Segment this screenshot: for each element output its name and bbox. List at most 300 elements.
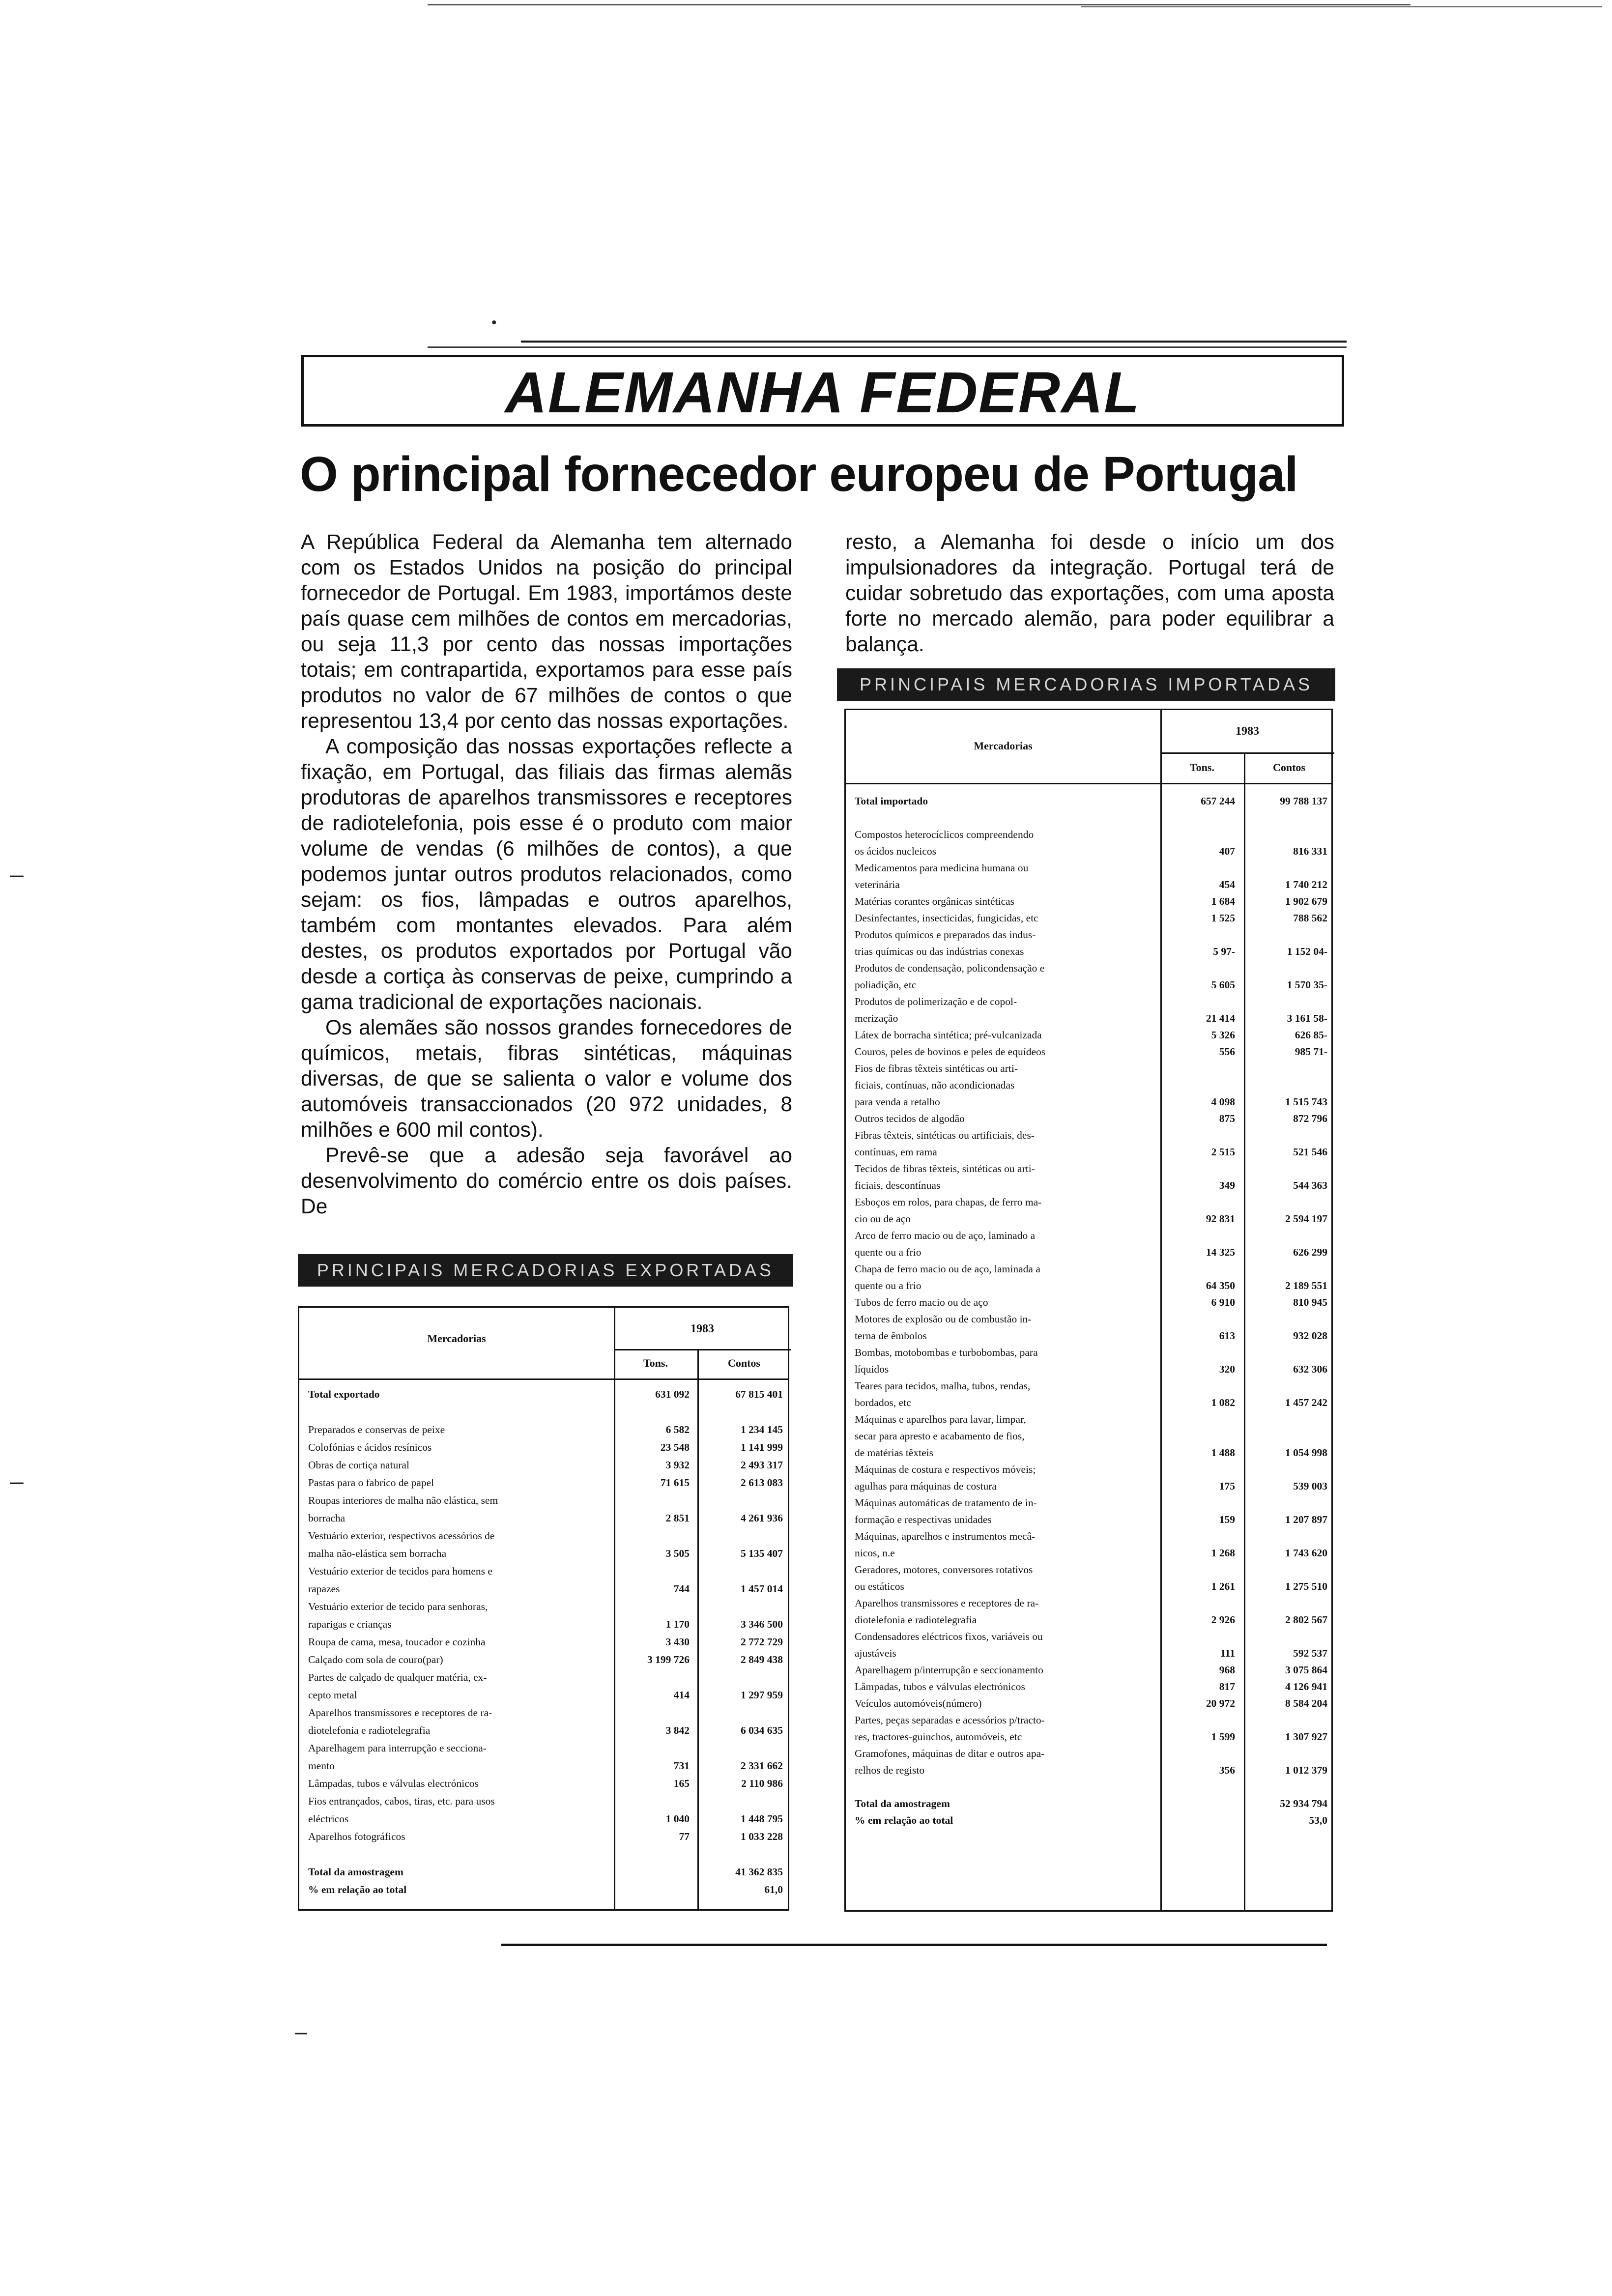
table-row [299, 1492, 788, 1509]
column-header-goods: Mercadorias [427, 1332, 486, 1345]
row-label: Obras de cortiça natural [308, 1459, 409, 1471]
row-tons: 556 [1219, 1046, 1235, 1058]
row-tons: 5 605 [1211, 979, 1235, 991]
table-row [846, 1578, 1331, 1595]
row-tons: 3 932 [665, 1459, 690, 1471]
row-tons: 356 [1219, 1764, 1235, 1776]
table-row [846, 1662, 1331, 1678]
row-tons: 1 261 [1211, 1580, 1235, 1592]
row-contos: 1 448 795 [741, 1813, 783, 1825]
row-label: Vestuário exterior de tecidos para homens e [308, 1565, 492, 1577]
row-label: malha não-elástica sem borracha [308, 1548, 447, 1559]
row-label: raparigas e crianças [308, 1618, 392, 1630]
table-row [846, 1394, 1331, 1411]
table-row [846, 1728, 1331, 1745]
row-tons: 744 [673, 1583, 690, 1595]
row-tons: 2 515 [1211, 1146, 1235, 1158]
header-divider [1160, 752, 1334, 754]
row-tons: 3 199 726 [647, 1654, 690, 1665]
row-label: Couros, peles de bovinos e peles de equídeos [855, 1046, 1046, 1058]
column-header-contos: Contos [1272, 761, 1305, 774]
row-label: Geradores, motores, conversores rotativos [855, 1564, 1033, 1576]
row-tons: 20 972 [1206, 1697, 1235, 1709]
stray-mark: – [295, 2020, 307, 2044]
table-row [299, 1792, 788, 1810]
table-row [299, 1845, 788, 1863]
row-contos: 41 362 835 [735, 1866, 783, 1878]
row-label: Partes de calçado de qualquer matéria, ex- [308, 1671, 487, 1683]
table-row [846, 1361, 1331, 1378]
table-row [299, 1863, 788, 1881]
table-row [846, 1327, 1331, 1344]
table-row [846, 1645, 1331, 1662]
table-row [846, 1194, 1331, 1210]
row-label: nicos, n.e [855, 1547, 895, 1559]
row-tons: 454 [1219, 879, 1235, 890]
row-label: agulhas para máquinas de costura [855, 1480, 997, 1492]
row-contos: 632 306 [1293, 1363, 1327, 1375]
row-tons: 1 170 [665, 1618, 690, 1630]
table-row [846, 1695, 1331, 1712]
table-row [846, 1077, 1331, 1093]
header-divider [614, 1349, 791, 1350]
row-label: Pastas para o fabrico de papel [308, 1477, 434, 1489]
table-row [846, 1311, 1331, 1327]
row-contos: 2 189 551 [1285, 1280, 1327, 1292]
table-row [846, 893, 1331, 910]
table-row [846, 976, 1331, 993]
row-contos: 3 346 500 [741, 1618, 783, 1630]
row-label: Arco de ferro macio ou de aço, laminado a [855, 1230, 1036, 1241]
row-label: Medicamentos para medicina humana ou [855, 862, 1029, 874]
table-row [846, 1494, 1331, 1511]
bottom-rule [501, 1944, 1327, 1946]
row-contos: 2 594 197 [1285, 1213, 1327, 1225]
row-contos: 2 613 083 [741, 1477, 783, 1489]
row-contos: 932 028 [1293, 1330, 1327, 1342]
row-tons: 1 525 [1211, 912, 1235, 924]
row-tons: 165 [673, 1778, 690, 1789]
table-row [299, 1598, 788, 1615]
top-border-line-2 [1081, 6, 1602, 7]
row-label: Gramofones, máquinas de ditar e outros apa- [855, 1748, 1045, 1759]
table-row [846, 876, 1331, 893]
table-row [846, 1762, 1331, 1779]
article-paragraph: A República Federal da Alemanha tem alternado com os Estados Unidos na posição do principal fornecedor de Portugal. Em 1983, importámos deste país quase cem milhões de contos em mercadorias, ou seja 11,3 por cento das nossas importações totais; em contrapartida, exportamos para esse país produtos no valor de 67 milhões de contos o que representou 13,4 por cento das nossas exportações. [301, 531, 792, 733]
table-row [846, 1277, 1331, 1294]
row-label: de matérias têxteis [855, 1447, 933, 1459]
row-label: Motores de explosão ou de combustão in- [855, 1313, 1032, 1325]
row-contos: 1 570 35- [1287, 979, 1327, 991]
table-row [299, 1421, 788, 1438]
table-row [846, 1244, 1331, 1261]
table-row [299, 1775, 788, 1792]
table-row [299, 1474, 788, 1492]
row-label: Preparados e conservas de peixe [308, 1424, 445, 1435]
row-label: Aparelhos transmissores e receptores de ra- [308, 1707, 492, 1719]
row-contos: 1 457 242 [1285, 1397, 1327, 1408]
row-label: Total importado [855, 795, 928, 807]
table-row [846, 1812, 1331, 1829]
header-rule-2 [428, 346, 1347, 348]
row-label: Produtos de condensação, policondensação e [855, 962, 1045, 974]
row-contos: 3 075 864 [1285, 1664, 1327, 1676]
export-table-body [299, 1385, 788, 1898]
table-row [846, 793, 1331, 809]
table-row [299, 1615, 788, 1633]
row-tons: 159 [1219, 1514, 1235, 1525]
row-label: Tubos de ferro macio ou de aço [855, 1296, 988, 1308]
column-header-year: 1983 [691, 1322, 714, 1335]
table-row [846, 960, 1331, 976]
article-headline: O principal fornecedor europeu de Portugal [300, 447, 1298, 502]
column-header-tons: Tons. [643, 1357, 668, 1369]
row-contos: 3 161 58- [1287, 1012, 1327, 1024]
row-label: Vestuário exterior, respectivos acessórios de [308, 1530, 495, 1542]
table-row [846, 1210, 1331, 1227]
export-table [298, 1306, 789, 1911]
row-label: Produtos químicos e preparados das indus- [855, 929, 1036, 941]
row-label: formação e respectivas unidades [855, 1514, 992, 1525]
row-label: Total exportado [308, 1388, 380, 1400]
row-label: Máquinas, aparelhos e instrumentos mecâ- [855, 1530, 1036, 1542]
table-row [846, 1294, 1331, 1311]
row-label: trias químicas ou das indústrias conexas [855, 946, 1024, 957]
row-contos: 1 012 379 [1285, 1764, 1327, 1776]
row-label: Roupa de cama, mesa, toucador e cozinha [308, 1636, 486, 1648]
row-contos: 67 815 401 [735, 1388, 783, 1400]
row-contos: 1 207 897 [1285, 1514, 1327, 1525]
row-tons: 613 [1219, 1330, 1235, 1342]
table-row [846, 1060, 1331, 1077]
row-label: merização [855, 1012, 898, 1024]
row-contos: 53,0 [1309, 1814, 1327, 1826]
row-label: líquidos [855, 1363, 889, 1375]
table-row [846, 1378, 1331, 1394]
row-label: Total da amostragem [308, 1866, 403, 1878]
table-row [846, 1428, 1331, 1444]
table-row [299, 1385, 788, 1403]
row-tons: 1 684 [1211, 895, 1235, 907]
row-contos: 1 740 212 [1285, 879, 1327, 890]
row-tons: 64 350 [1206, 1280, 1235, 1292]
section-header-box [301, 355, 1344, 427]
row-tons: 92 831 [1206, 1213, 1235, 1225]
table-row [846, 943, 1331, 960]
section-title: ALEMANHA FEDERAL [505, 360, 1141, 425]
table-row [299, 1704, 788, 1722]
table-row [846, 1461, 1331, 1478]
row-label: Bombas, motobombas e turbobombas, para [855, 1347, 1038, 1358]
row-contos: 1 902 679 [1285, 895, 1327, 907]
row-contos: 626 299 [1293, 1246, 1327, 1258]
table-row [846, 1093, 1331, 1110]
header-rule [521, 341, 1347, 343]
table-row [299, 1456, 788, 1474]
table-row [846, 1745, 1331, 1762]
row-tons: 414 [673, 1689, 690, 1701]
row-contos: 1 141 999 [741, 1441, 783, 1453]
row-tons: 3 430 [665, 1636, 690, 1648]
row-tons: 71 615 [660, 1477, 690, 1489]
row-tons: 111 [1220, 1647, 1235, 1659]
row-label: cepto metal [308, 1689, 357, 1701]
table-row [299, 1686, 788, 1704]
row-tons: 3 842 [665, 1724, 690, 1736]
row-contos: 1 743 620 [1285, 1547, 1327, 1559]
row-tons: 2 926 [1211, 1614, 1235, 1626]
row-label: ficiais, contínuas, não acondicionadas [855, 1079, 1015, 1091]
row-tons: 875 [1219, 1113, 1235, 1124]
table-row [846, 1010, 1331, 1027]
row-tons: 2 851 [665, 1512, 690, 1524]
stray-mark: • [491, 315, 497, 331]
table-row [299, 1722, 788, 1739]
stray-mark: – [10, 1467, 24, 1495]
row-contos: 1 297 959 [741, 1689, 783, 1701]
table-row [846, 1511, 1331, 1528]
row-label: Máquinas de costura e respectivos móveis; [855, 1464, 1036, 1475]
row-label: Aparelhagem p/interrupção e seccionamento [855, 1664, 1043, 1676]
row-tons: 320 [1219, 1363, 1235, 1375]
row-contos: 816 331 [1293, 845, 1327, 857]
table-row [299, 1580, 788, 1598]
row-label: Produtos de polimerização e de copol- [855, 996, 1017, 1007]
row-label: relhos de registo [855, 1764, 925, 1776]
row-label: Chapa de ferro macio ou de aço, laminada a [855, 1263, 1040, 1275]
row-tons: 349 [1219, 1179, 1235, 1191]
table-row [846, 1027, 1331, 1043]
row-label: Máquinas e aparelhos para lavar, limpar, [855, 1413, 1026, 1425]
row-contos: 985 71- [1295, 1046, 1327, 1058]
table-row [846, 1712, 1331, 1728]
row-label: eléctricos [308, 1813, 349, 1825]
row-contos: 2 493 317 [741, 1459, 783, 1471]
table-row [299, 1545, 788, 1562]
row-contos: 2 110 986 [741, 1778, 783, 1789]
row-tons: 5 97- [1213, 946, 1235, 957]
table-row [299, 1757, 788, 1775]
table-row [846, 926, 1331, 943]
row-label: quente ou a frio [855, 1246, 921, 1258]
row-label: diotelefonia e radiotelegrafia [855, 1614, 977, 1626]
import-table [844, 709, 1333, 1912]
row-contos: 1 307 927 [1285, 1731, 1327, 1743]
row-tons: 3 505 [665, 1548, 690, 1559]
row-label: Tecidos de fibras têxteis, sintéticas ou arti- [855, 1163, 1035, 1175]
row-tons: 5 326 [1211, 1029, 1235, 1041]
table-row [299, 1651, 788, 1668]
row-label: cio ou de aço [855, 1213, 911, 1225]
table-row [299, 1403, 788, 1421]
table-row [846, 1595, 1331, 1611]
row-contos: 1 234 145 [741, 1424, 783, 1435]
article-paragraph: Os alemães são nossos grandes fornecedores de químicos, metais, fibras sintéticas, máquinas diversas, de que se salienta o valor e volume dos automóveis transaccionados (20 972 unidades, 8 milhões e 600 mil contos). [301, 1016, 792, 1142]
row-contos: 1 457 014 [741, 1583, 783, 1595]
row-label: terna de êmbolos [855, 1330, 927, 1342]
row-contos: 5 135 407 [741, 1548, 783, 1559]
table-row [846, 1160, 1331, 1177]
row-label: Aparelhos fotográficos [308, 1831, 405, 1842]
row-tons: 657 244 [1201, 795, 1235, 807]
table-row [846, 1779, 1331, 1795]
row-contos: 99 788 137 [1280, 795, 1327, 807]
column-header-contos: Contos [727, 1357, 760, 1369]
row-tons: 731 [673, 1760, 690, 1772]
row-contos: 6 034 635 [741, 1724, 783, 1736]
column-header-year: 1983 [1236, 725, 1259, 738]
row-label: diotelefonia e radiotelegrafia [308, 1724, 431, 1736]
row-label: Condensadores eléctricos fixos, variáveis ou [855, 1631, 1043, 1642]
table-row [299, 1668, 788, 1686]
row-contos: 592 537 [1293, 1647, 1327, 1659]
stray-mark: – [10, 861, 24, 888]
row-label: Fibras têxteis, sintéticas ou artificiais, des- [855, 1129, 1035, 1141]
row-label: contínuas, em rama [855, 1146, 937, 1158]
row-contos: 2 802 567 [1285, 1614, 1327, 1626]
row-label: rapazes [308, 1583, 340, 1595]
row-label: Aparelhagem para interrupção e secciona- [308, 1742, 487, 1754]
row-label: Desinfectantes, insecticidas, fungicidas, etc [855, 912, 1038, 924]
row-contos: 61,0 [764, 1884, 783, 1895]
row-contos: 626 85- [1295, 1029, 1327, 1041]
row-label: mento [308, 1760, 335, 1772]
table-row [299, 1739, 788, 1757]
table-row [846, 826, 1331, 843]
table-row [846, 1227, 1331, 1244]
import-table-body [846, 793, 1331, 1829]
row-label: Total da amostragem [855, 1798, 950, 1809]
row-tons: 407 [1219, 845, 1235, 857]
row-label: Máquinas automáticas de tratamento de in- [855, 1497, 1037, 1509]
import-table-banner: PRINCIPAIS MERCADORIAS IMPORTADAS [837, 668, 1335, 701]
row-label: Roupas interiores de malha não elástica, sem [308, 1494, 498, 1506]
row-label: secar para apresto e acabamento de fios, [855, 1430, 1025, 1442]
row-tons: 968 [1219, 1664, 1235, 1676]
row-tons: 77 [679, 1831, 690, 1842]
table-row [846, 1144, 1331, 1160]
row-contos: 1 515 743 [1285, 1096, 1327, 1108]
article-paragraph: resto, a Alemanha foi desde o início um dos impulsionadores da integração. Portugal terá de cuidar sobretudo das exportações, com uma aposta forte no mercado alemão, para poder equilibrar a balança. [845, 531, 1334, 656]
row-contos: 4 261 936 [741, 1512, 783, 1524]
row-tons: 1 040 [665, 1813, 690, 1825]
table-row [846, 1611, 1331, 1628]
row-label: Aparelhos transmissores e receptores de ra- [855, 1597, 1039, 1609]
row-label: ajustáveis [855, 1647, 896, 1659]
row-contos: 1 275 510 [1285, 1580, 1327, 1592]
row-label: Vestuário exterior de tecido para senhoras, [308, 1601, 488, 1612]
row-label: poliadição, etc [855, 979, 917, 991]
table-row [846, 1110, 1331, 1127]
row-contos: 810 945 [1293, 1296, 1327, 1308]
table-row [846, 1411, 1331, 1428]
table-row [846, 1478, 1331, 1494]
table-row [846, 1177, 1331, 1194]
table-row [299, 1881, 788, 1898]
article-paragraph: Prevê-se que a adesão seja favorável ao desenvolvimento do comércio entre os dois países. De [301, 1144, 792, 1218]
row-label: Colofónias e ácidos resínicos [308, 1441, 432, 1453]
table-row [846, 860, 1331, 876]
row-label: Látex de borracha sintética; pré-vulcanizada [855, 1029, 1042, 1041]
row-tons: 175 [1219, 1480, 1235, 1492]
row-contos: 1 033 228 [741, 1831, 783, 1842]
row-label: para venda a retalho [855, 1096, 940, 1108]
row-label: bordados, etc [855, 1397, 911, 1408]
row-label: Matérias corantes orgânicas sintéticas [855, 895, 1014, 907]
table-row [846, 843, 1331, 860]
row-label: borracha [308, 1512, 345, 1524]
row-label: Outros tecidos de algodão [855, 1113, 965, 1124]
table-row [846, 1545, 1331, 1561]
row-tons: 1 488 [1211, 1447, 1235, 1459]
column-header-tons: Tons. [1190, 761, 1214, 774]
row-label: Teares para tecidos, malha, tubos, rendas, [855, 1380, 1031, 1392]
row-label: Partes, peças separadas e acessórios p/tracto- [855, 1714, 1045, 1726]
row-label: % em relação ao total [855, 1814, 953, 1826]
table-row [846, 1444, 1331, 1461]
row-tons: 1 599 [1211, 1731, 1235, 1743]
table-row [846, 1261, 1331, 1277]
row-label: Esboços em rolos, para chapas, de ferro ma- [855, 1196, 1042, 1208]
article-right-column [845, 530, 1334, 658]
table-row [299, 1810, 788, 1828]
table-row [846, 1127, 1331, 1144]
table-row [299, 1509, 788, 1527]
row-tons: 14 325 [1206, 1246, 1235, 1258]
row-tons: 6 910 [1211, 1296, 1235, 1308]
export-table-banner: PRINCIPAIS MERCADORIAS EXPORTADAS [298, 1254, 793, 1287]
row-contos: 1 152 04- [1287, 946, 1327, 957]
table-row [846, 1795, 1331, 1812]
row-label: res, tractores-guinchos, automóveis, etc [855, 1731, 1022, 1743]
row-label: ou estáticos [855, 1580, 904, 1592]
row-tons: 4 098 [1211, 1096, 1235, 1108]
row-contos: 539 003 [1293, 1480, 1327, 1492]
table-row [846, 1561, 1331, 1578]
table-row [299, 1562, 788, 1580]
row-tons: 817 [1219, 1681, 1235, 1693]
row-tons: 631 092 [655, 1388, 690, 1400]
row-contos: 8 584 204 [1285, 1697, 1327, 1709]
row-contos: 521 546 [1293, 1146, 1327, 1158]
row-label: Veículos automóveis(número) [855, 1697, 982, 1709]
table-row [846, 993, 1331, 1010]
table-row [299, 1828, 788, 1845]
table-row [846, 1043, 1331, 1060]
column-header-goods: Mercadorias [974, 740, 1033, 752]
top-border-line [428, 4, 1410, 5]
table-row [846, 910, 1331, 926]
row-label: Lâmpadas, tubos e válvulas electrónicos [308, 1778, 479, 1789]
row-label: Lâmpadas, tubos e válvulas electrónicos [855, 1681, 1025, 1693]
table-row [846, 1678, 1331, 1695]
row-label: Calçado com sola de couro(par) [308, 1654, 443, 1665]
row-tons: 21 414 [1206, 1012, 1235, 1024]
row-tons: 1 082 [1211, 1397, 1235, 1408]
row-label: ficiais, descontínuas [855, 1179, 941, 1191]
row-label: Fios de fibras têxteis sintéticas ou arti- [855, 1062, 1018, 1074]
row-contos: 788 562 [1293, 912, 1327, 924]
row-contos: 2 331 662 [741, 1760, 783, 1772]
row-label: Fios entrançados, cabos, tiras, etc. para usos [308, 1795, 495, 1807]
row-label: Compostos heterocíclicos compreendendo [855, 829, 1034, 840]
article-paragraph: A composição das nossas exportações reflecte a fixação, em Portugal, das filiais das firmas alemãs produtoras de aparelhos transmissores e receptores de radiotelefonia, pois esse é o produto com maior volume de vendas (6 milhões de contos), a que podemos juntar outros produtos relacionados, como sejam: os fios, lâmpadas e outros aparelhos, também com montantes elevados. Para além destes, os produtos exportados por Portugal vão desde a cortiça às conservas de peixe, cumprindo a gama tradicional de exportações nacionais. [301, 735, 792, 1014]
row-label: quente ou a frio [855, 1280, 921, 1292]
row-tons: 6 582 [665, 1424, 690, 1435]
row-tons: 1 268 [1211, 1547, 1235, 1559]
table-row [299, 1438, 788, 1456]
row-label: % em relação ao total [308, 1884, 407, 1895]
